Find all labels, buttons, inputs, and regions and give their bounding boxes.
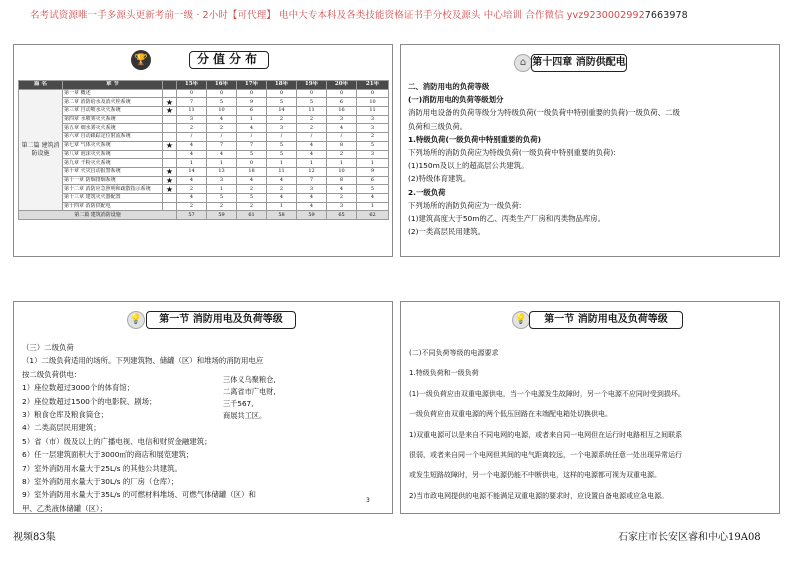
text-line: (1)150m及以上的超高层公共建筑。 xyxy=(408,161,529,171)
text-line: 2）座位数超过1500个的电影院、剧场； xyxy=(22,396,157,406)
score-cell: 5 xyxy=(207,193,237,202)
mnemonic-note xyxy=(223,374,276,422)
score-cell: 3 xyxy=(327,202,357,211)
text-line: 负荷和三级负荷。 xyxy=(408,121,468,131)
chapter-cell: 第九章 干粉灭火系统 xyxy=(63,159,163,168)
score-cell: / xyxy=(177,133,207,142)
slide-score-distribution xyxy=(13,44,393,257)
total-score-cell: 61 xyxy=(237,211,267,220)
score-cell: 2 xyxy=(357,133,389,142)
text-line: (1)一级负荷应由双重电源供电，当一个电源发生故障时，另一个电源不应同时受到损坏。 xyxy=(409,389,685,398)
table-header-cell: 19年 xyxy=(297,81,327,90)
text-line: 1）座位数超过3000个的体育馆； xyxy=(22,383,135,393)
slide-title: 第一节 消防用电及负荷等级 xyxy=(529,311,683,329)
table-row xyxy=(19,89,389,98)
footer-address: 石家庄市长安区睿和中心19A08 xyxy=(618,532,761,543)
score-table xyxy=(18,80,389,220)
chapter-cell: 第一章 概述 xyxy=(63,89,163,98)
chapter-cell: 第六章 自动跟踪定位射流系统 xyxy=(63,133,163,142)
score-cell: 4 xyxy=(237,176,267,185)
table-header-cell: 16年 xyxy=(207,81,237,90)
table-row xyxy=(19,167,389,176)
text-line: 2)当市政电网提供的电源不能满足双重电源的要求时，应设置自备电源或应急电源。 xyxy=(409,491,669,500)
score-cell: 12 xyxy=(297,167,327,176)
lightbulb-icon: 💡 xyxy=(512,311,530,329)
chapter-cell: 第二章 消防给水及消火栓系统 xyxy=(63,98,163,107)
score-cell: 1 xyxy=(267,202,297,211)
slide-secondary-load xyxy=(13,301,393,514)
text-line: 7）室外消防用水量大于25L/s 的其他公共建筑。 xyxy=(22,463,182,473)
text-line: (2)特级体育建筑。 xyxy=(408,174,471,184)
lightbulb-icon: 💡 xyxy=(127,311,145,329)
score-cell: 4 xyxy=(177,150,207,159)
score-cell: 7 xyxy=(297,176,327,185)
chapter-cell: 第十二章 消防应急照明和疏散指示系统 xyxy=(63,185,163,194)
text-line: 3）粮食仓库及粮食筒仓； xyxy=(22,410,109,420)
score-cell: 5 xyxy=(267,98,297,107)
score-cell: 4 xyxy=(207,115,237,124)
text-line: 或发生短路故障时，另一个电源仍能不中断供电，这样的电源都可视为双重电源。 xyxy=(409,471,661,480)
text-line: 消防用电设备的负荷等级分为特级负荷(一级负荷中特别重要的负荷)一级负荷、二级 xyxy=(408,108,680,118)
score-cell: 0 xyxy=(237,89,267,98)
score-cell: 4 xyxy=(327,124,357,133)
score-cell: 2 xyxy=(267,185,297,194)
text-line: 很弱，或者来自同一个电网但其间的电气距离较远，一个电源系统任意一处出现异常运行 xyxy=(409,451,682,460)
slide-title: 第一节 消防用电及负荷等级 xyxy=(146,311,296,329)
score-cell: 2 xyxy=(237,202,267,211)
text-line: (二)不同负荷等级的电源要求 xyxy=(409,349,499,357)
text-line: 1.特级负荷和一级负荷 xyxy=(409,369,479,378)
score-cell: 4 xyxy=(327,185,357,194)
table-row xyxy=(19,115,389,124)
text-line: 二、消防用电的负荷等级 xyxy=(408,82,490,91)
score-cell: 5 xyxy=(357,141,389,150)
table-header-cell: 18年 xyxy=(267,81,297,90)
score-cell: 2 xyxy=(327,150,357,159)
score-cell: 10 xyxy=(357,98,389,107)
score-cell: 0 xyxy=(267,89,297,98)
score-cell: 2 xyxy=(297,115,327,124)
score-cell: 9 xyxy=(357,167,389,176)
table-header-cell: 21年 xyxy=(357,81,389,90)
score-cell: 5 xyxy=(297,98,327,107)
score-cell: 8 xyxy=(327,176,357,185)
table-header-cell: 17年 xyxy=(237,81,267,90)
score-cell: 4 xyxy=(297,150,327,159)
score-cell: 2 xyxy=(177,124,207,133)
key-chapter-star-icon xyxy=(163,202,177,211)
total-score-cell: 58 xyxy=(267,211,297,220)
total-score-cell: 65 xyxy=(327,211,357,220)
score-cell: 6 xyxy=(357,176,389,185)
home-icon: ⌂ xyxy=(514,54,532,72)
score-cell: 4 xyxy=(237,124,267,133)
slide-chapter-14 xyxy=(400,44,780,257)
score-cell: 2 xyxy=(207,124,237,133)
score-cell: 14 xyxy=(267,107,297,116)
score-cell: 2 xyxy=(177,185,207,194)
score-cell: 0 xyxy=(207,89,237,98)
score-cell: 3 xyxy=(357,150,389,159)
score-cell: 14 xyxy=(177,167,207,176)
score-cell: 11 xyxy=(357,107,389,116)
table-header-cell: 15年 xyxy=(177,81,207,90)
score-cell: 5 xyxy=(207,98,237,107)
score-cell: 0 xyxy=(237,159,267,168)
slide-power-requirements xyxy=(400,301,780,514)
score-cell: 2 xyxy=(237,185,267,194)
score-cell: 1 xyxy=(297,159,327,168)
text-line: 三体义乌聚粮仓, xyxy=(223,375,276,384)
watermark-text: 名考试资源唯一手多源头更新考前一级 · 2小时【可代理】 电中大专本科及各类技能资格证书手分校及源头 中心培训 合作微信 yvz9230002992 xyxy=(30,10,645,21)
text-line: 1.特级负荷(一级负荷中特别重要的负荷) xyxy=(408,134,541,144)
score-cell: 0 xyxy=(357,89,389,98)
table-header-cell: 篇 名 xyxy=(19,81,63,90)
text-line: 4）二类高层民用建筑； xyxy=(22,423,101,433)
text-line: 2.一级负荷 xyxy=(408,187,446,197)
slide-title: 第十四章 消防供配电 xyxy=(531,54,627,72)
score-cell: / xyxy=(297,133,327,142)
score-cell: 4 xyxy=(357,193,389,202)
score-cell: 6 xyxy=(327,98,357,107)
part-name-cell: 第二篇 建筑消防设施 xyxy=(19,89,63,211)
score-cell: 3 xyxy=(267,124,297,133)
score-cell: 10 xyxy=(207,107,237,116)
table-header-cell: 章 节 xyxy=(63,81,163,90)
key-chapter-star-icon xyxy=(163,193,177,202)
score-cell: 0 xyxy=(177,89,207,98)
score-cell: 5 xyxy=(237,193,267,202)
total-score-cell: 62 xyxy=(357,211,389,220)
total-score-cell: 59 xyxy=(297,211,327,220)
score-cell: 2 xyxy=(177,202,207,211)
table-row xyxy=(19,185,389,194)
score-cell: 10 xyxy=(327,167,357,176)
text-line: （1）二级负荷适用的场所。下列建筑物、储罐（区）和堆场的消防用电应 xyxy=(22,356,264,366)
score-cell: 3 xyxy=(327,115,357,124)
score-cell: 4 xyxy=(267,176,297,185)
score-cell: 5 xyxy=(237,150,267,159)
slide-body xyxy=(22,341,263,515)
score-cell: 16 xyxy=(327,107,357,116)
text-line: 下列场所的消防负荷应为一级负荷: xyxy=(408,200,522,210)
key-chapter-star-icon: ★ xyxy=(163,141,177,150)
trophy-icon: 🏆 xyxy=(131,50,151,70)
slide-body xyxy=(408,80,680,238)
table-row xyxy=(19,98,389,107)
key-chapter-star-icon xyxy=(163,124,177,133)
table-row xyxy=(19,124,389,133)
score-cell: 5 xyxy=(357,185,389,194)
text-line: 下列场所的消防负荷应为特级负荷(一级负荷中特别重要的负荷): xyxy=(408,148,616,158)
total-score-cell: 57 xyxy=(177,211,207,220)
total-label-cell: 第二篇 建筑消防设施 xyxy=(19,211,177,220)
score-cell: 1 xyxy=(327,159,357,168)
score-cell: 3 xyxy=(297,185,327,194)
score-cell: 13 xyxy=(207,167,237,176)
score-cell: 4 xyxy=(177,176,207,185)
score-cell: 2 xyxy=(207,202,237,211)
text-line: 9）室外消防用水量大于35L/s 的可燃材料堆场、可燃气体储罐（区）和 xyxy=(22,490,256,500)
score-cell: 4 xyxy=(297,193,327,202)
key-chapter-star-icon: ★ xyxy=(163,185,177,194)
score-cell: 3 xyxy=(207,176,237,185)
score-cell: / xyxy=(237,133,267,142)
key-chapter-star-icon xyxy=(163,133,177,142)
table-row xyxy=(19,159,389,168)
key-chapter-star-icon: ★ xyxy=(163,176,177,185)
score-cell: 3 xyxy=(177,115,207,124)
table-row xyxy=(19,176,389,185)
score-cell: 1 xyxy=(357,202,389,211)
score-cell: 4 xyxy=(207,150,237,159)
slide-title: 分值分布 xyxy=(189,51,269,69)
score-cell: 4 xyxy=(177,141,207,150)
score-cell: 11 xyxy=(267,167,297,176)
table-row xyxy=(19,202,389,211)
score-cell: 7 xyxy=(207,141,237,150)
key-chapter-star-icon xyxy=(163,89,177,98)
score-cell: 1 xyxy=(207,185,237,194)
score-cell: 3 xyxy=(357,124,389,133)
score-cell: 2 xyxy=(327,193,357,202)
watermark-tail: 7663978 xyxy=(644,10,688,21)
chapter-cell: 第四章 水喷雾灭火系统 xyxy=(63,115,163,124)
score-cell: 4 xyxy=(267,193,297,202)
text-line: 6）任一层建筑面积大于3000㎡的商店和展览建筑； xyxy=(22,450,194,460)
text-line: 1)双重电源可以是来自不同电网的电源，或者来自同一电网但在运行时电路相互之间联系 xyxy=(409,430,683,439)
chapter-cell: 第十三章 建筑灭火器配置 xyxy=(63,193,163,202)
key-chapter-star-icon xyxy=(163,150,177,159)
watermark-banner xyxy=(30,7,790,21)
score-cell: 8 xyxy=(327,141,357,150)
key-chapter-star-icon: ★ xyxy=(163,107,177,116)
score-cell: 1 xyxy=(177,159,207,168)
key-chapter-star-icon xyxy=(163,115,177,124)
table-row xyxy=(19,141,389,150)
text-line: (2)一类高层民用建筑。 xyxy=(408,227,485,237)
score-cell: 2 xyxy=(267,115,297,124)
score-cell: 11 xyxy=(177,107,207,116)
score-cell: / xyxy=(267,133,297,142)
score-cell: 3 xyxy=(357,115,389,124)
chapter-cell: 第十章 火灾自动报警系统 xyxy=(63,167,163,176)
score-cell: 0 xyxy=(297,89,327,98)
text-line: 5）省（市）级及以上的广播电视、电信和财贸金融建筑； xyxy=(22,436,212,446)
score-cell: / xyxy=(327,133,357,142)
text-line: （三）二级负荷 xyxy=(22,343,74,352)
score-cell: 1 xyxy=(357,159,389,168)
text-line: 按二级负荷供电： xyxy=(22,369,82,379)
score-cell: 2 xyxy=(297,124,327,133)
score-cell: / xyxy=(207,133,237,142)
score-cell: 4 xyxy=(177,193,207,202)
key-chapter-star-icon: ★ xyxy=(163,98,177,107)
score-cell: 1 xyxy=(267,159,297,168)
score-cell: 5 xyxy=(267,141,297,150)
table-row xyxy=(19,107,389,116)
text-line: 商展共工区。 xyxy=(223,411,267,420)
score-cell: 4 xyxy=(297,202,327,211)
text-line: 二离省市广电财, xyxy=(223,387,276,396)
table-header-row xyxy=(19,81,389,90)
key-chapter-star-icon: ★ xyxy=(163,167,177,176)
key-chapter-star-icon xyxy=(163,159,177,168)
chapter-cell: 第十一章 防烟排烟系统 xyxy=(63,176,163,185)
score-cell: 11 xyxy=(297,107,327,116)
table-row xyxy=(19,150,389,159)
score-cell: 1 xyxy=(237,115,267,124)
chapter-cell: 第十四章 消防供配电 xyxy=(63,202,163,211)
chapter-cell: 第五章 细水雾灭火系统 xyxy=(63,124,163,133)
text-line: 三千567, xyxy=(223,399,254,408)
text-line: (一)消防用电的负荷等级划分 xyxy=(408,95,504,105)
chapter-cell: 第八章 泡沫灭火系统 xyxy=(63,150,163,159)
text-line: 8）室外消防用水量大于30L/s 的厂房（仓库）； xyxy=(22,477,179,487)
score-cell: 6 xyxy=(237,107,267,116)
score-cell: 9 xyxy=(237,98,267,107)
table-row xyxy=(19,133,389,142)
score-cell: 0 xyxy=(327,89,357,98)
text-line: (1)建筑高度大于50m的乙、丙类生产厂房和丙类物品库房。 xyxy=(408,214,606,224)
total-score-cell: 59 xyxy=(207,211,237,220)
page-number: 3 xyxy=(366,497,370,504)
score-cell: 18 xyxy=(237,167,267,176)
table-header-cell: 20年 xyxy=(327,81,357,90)
text-line: 甲、乙类液体储罐（区）； xyxy=(22,503,107,513)
footer-video-count: 视频83集 xyxy=(13,532,56,543)
chapter-cell: 第三章 自动喷水灭火系统 xyxy=(63,107,163,116)
score-cell: 1 xyxy=(207,159,237,168)
score-cell: 4 xyxy=(297,141,327,150)
score-cell: 5 xyxy=(267,150,297,159)
score-cell: 7 xyxy=(177,98,207,107)
table-row xyxy=(19,193,389,202)
table-total-row xyxy=(19,211,389,220)
chapter-cell: 第七章 气体灭火系统 xyxy=(63,141,163,150)
slide-body xyxy=(409,343,685,506)
text-line: 一级负荷应由双重电源的两个低压回路在末端配电箱处切换供电。 xyxy=(409,410,612,419)
table-header-cell xyxy=(163,81,177,90)
score-cell: 7 xyxy=(237,141,267,150)
